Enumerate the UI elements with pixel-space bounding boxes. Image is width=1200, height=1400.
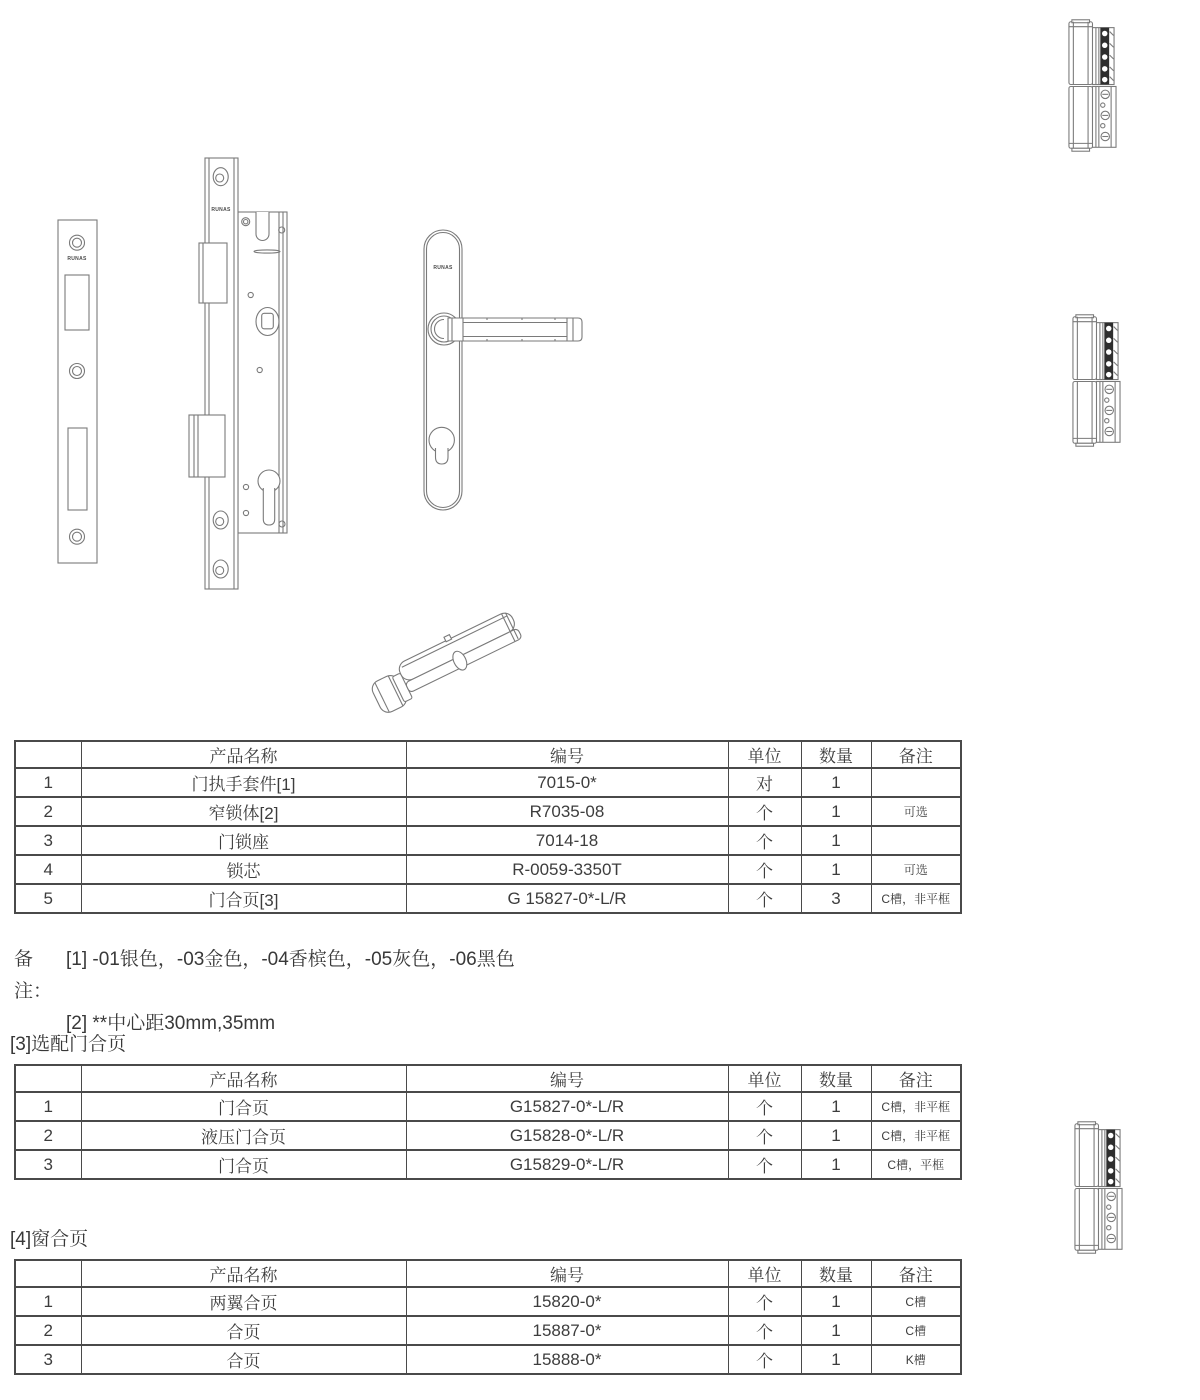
table-row: [15, 826, 961, 855]
table-cell: 可选: [871, 797, 961, 826]
cylinder-icon: [352, 596, 527, 726]
table-cell: 2: [15, 1316, 81, 1345]
door-hinge-icon: [1066, 19, 1117, 152]
column-header: 单位: [728, 1065, 801, 1092]
table-cell: R-0059-3350T: [406, 855, 728, 884]
table-cell: 门合页[3]: [81, 884, 406, 913]
table-cell: 1: [15, 1092, 81, 1121]
table-header-row: [15, 741, 961, 768]
table-cell: 15887-0*: [406, 1316, 728, 1345]
column-header: 数量: [801, 1065, 871, 1092]
column-header: 备注: [871, 1260, 961, 1287]
strike-plate-drawing: [56, 218, 100, 568]
table-row: [15, 1121, 961, 1150]
table-cell: 个: [728, 1092, 801, 1121]
column-header: 备注: [871, 741, 961, 768]
cylinder-drawing: [352, 596, 527, 726]
table-header-row: [15, 1065, 961, 1092]
table-row: [15, 1345, 961, 1374]
table-row: [15, 1316, 961, 1345]
table-cell: 合页: [81, 1316, 406, 1345]
notes-block: [14, 944, 515, 1040]
column-header: 编号: [406, 1260, 728, 1287]
table-cell: 1: [801, 855, 871, 884]
table-cell: 1: [801, 1316, 871, 1345]
hinge-drawing-bottom: [1072, 1121, 1123, 1254]
table-header-row: [15, 1260, 961, 1287]
table-cell: R7035-08: [406, 797, 728, 826]
table-cell: 门执手套件[1]: [81, 768, 406, 797]
column-header: [15, 741, 81, 768]
notes-label: 备注：: [14, 949, 53, 1002]
table-cell: 15820-0*: [406, 1287, 728, 1316]
table-cell: G15827-0*-L/R: [406, 1092, 728, 1121]
table-cell: G15829-0*-L/R: [406, 1150, 728, 1179]
table-cell: 液压门合页: [81, 1121, 406, 1150]
table-cell: 两翼合页: [81, 1287, 406, 1316]
handle-set-drawing: [420, 226, 595, 516]
table-cell: 门锁座: [81, 826, 406, 855]
table-cell: 2: [15, 1121, 81, 1150]
column-header: [15, 1260, 81, 1287]
table-cell: 3: [15, 1345, 81, 1374]
table-cell: C槽，平框: [871, 1150, 961, 1179]
table-cell: 窄锁体[2]: [81, 797, 406, 826]
hinge-drawing-middle: [1070, 314, 1121, 447]
table-cell: C槽，非平框: [871, 1121, 961, 1150]
table-row: [15, 797, 961, 826]
table-cell: 15888-0*: [406, 1345, 728, 1374]
door-hinge-icon: [1072, 1121, 1123, 1254]
table-cell: 3: [15, 1150, 81, 1179]
door-hinge-icon: [1070, 314, 1121, 447]
table-cell: C槽，非平框: [871, 1092, 961, 1121]
table-cell: 对: [728, 768, 801, 797]
table-cell: 个: [728, 826, 801, 855]
table-cell: 个: [728, 884, 801, 913]
table-row: [15, 1150, 961, 1179]
table-cell: 1: [801, 826, 871, 855]
table-cell: 1: [801, 1150, 871, 1179]
table-row: [15, 1287, 961, 1316]
column-header: [15, 1065, 81, 1092]
table-cell: 1: [15, 768, 81, 797]
table-cell: 锁芯: [81, 855, 406, 884]
table-row: [15, 855, 961, 884]
note-line-2: [2] **中心距30mm,35mm: [66, 1013, 276, 1034]
hinge-drawing-top: [1066, 19, 1117, 152]
column-header: 数量: [801, 1260, 871, 1287]
table-cell: 1: [801, 1287, 871, 1316]
table-cell: 5: [15, 884, 81, 913]
table-cell: 合页: [81, 1345, 406, 1374]
table-cell: 可选: [871, 855, 961, 884]
table-cell: 7014-18: [406, 826, 728, 855]
table-cell: 个: [728, 855, 801, 884]
table-cell: [871, 826, 961, 855]
table-cell: C槽: [871, 1316, 961, 1345]
table-cell: 个: [728, 797, 801, 826]
table-row: [15, 1092, 961, 1121]
table-cell: 个: [728, 1121, 801, 1150]
parts-table-main: [14, 740, 962, 914]
section-heading-door-hinges: [3]选配门合页: [10, 1034, 127, 1055]
table-cell: 1: [15, 1287, 81, 1316]
table-cell: 1: [801, 797, 871, 826]
table-cell: K槽: [871, 1345, 961, 1374]
table-cell: 7015-0*: [406, 768, 728, 797]
table-row: [15, 884, 961, 913]
handle-set-icon: [420, 226, 595, 516]
parts-table-door-hinges: [14, 1064, 962, 1180]
brand-logo: RUNAS: [433, 265, 453, 271]
strike-plate-icon: [56, 218, 100, 568]
parts-table-window-hinges: [14, 1259, 962, 1375]
mortise-lock-drawing: [186, 155, 292, 595]
column-header: 产品名称: [81, 1065, 406, 1092]
brand-logo: RUNAS: [67, 256, 87, 262]
table-cell: [871, 768, 961, 797]
table-cell: 4: [15, 855, 81, 884]
section-heading-window-hinges: [4]窗合页: [10, 1229, 89, 1250]
column-header: 编号: [406, 1065, 728, 1092]
table-cell: 个: [728, 1287, 801, 1316]
table-cell: 1: [801, 1121, 871, 1150]
table-row: [15, 768, 961, 797]
brand-logo: RUNAS: [211, 207, 231, 213]
table-cell: 门合页: [81, 1150, 406, 1179]
table-cell: G 15827-0*-L/R: [406, 884, 728, 913]
table-cell: 3: [801, 884, 871, 913]
column-header: 产品名称: [81, 741, 406, 768]
column-header: 产品名称: [81, 1260, 406, 1287]
table-cell: 2: [15, 797, 81, 826]
table-cell: 个: [728, 1150, 801, 1179]
note-line-1: [1] -01银色，-03金色，-04香槟色，-05灰色，-06黑色: [66, 949, 515, 970]
column-header: 编号: [406, 741, 728, 768]
table-cell: 1: [801, 1345, 871, 1374]
column-header: 单位: [728, 741, 801, 768]
column-header: 数量: [801, 741, 871, 768]
table-cell: 门合页: [81, 1092, 406, 1121]
table-cell: C槽，非平框: [871, 884, 961, 913]
column-header: 备注: [871, 1065, 961, 1092]
table-cell: 个: [728, 1316, 801, 1345]
mortise-lock-icon: [186, 155, 292, 595]
table-cell: G15828-0*-L/R: [406, 1121, 728, 1150]
table-cell: 3: [15, 826, 81, 855]
table-cell: 1: [801, 1092, 871, 1121]
column-header: 单位: [728, 1260, 801, 1287]
table-cell: 1: [801, 768, 871, 797]
table-cell: C槽: [871, 1287, 961, 1316]
table-cell: 个: [728, 1345, 801, 1374]
